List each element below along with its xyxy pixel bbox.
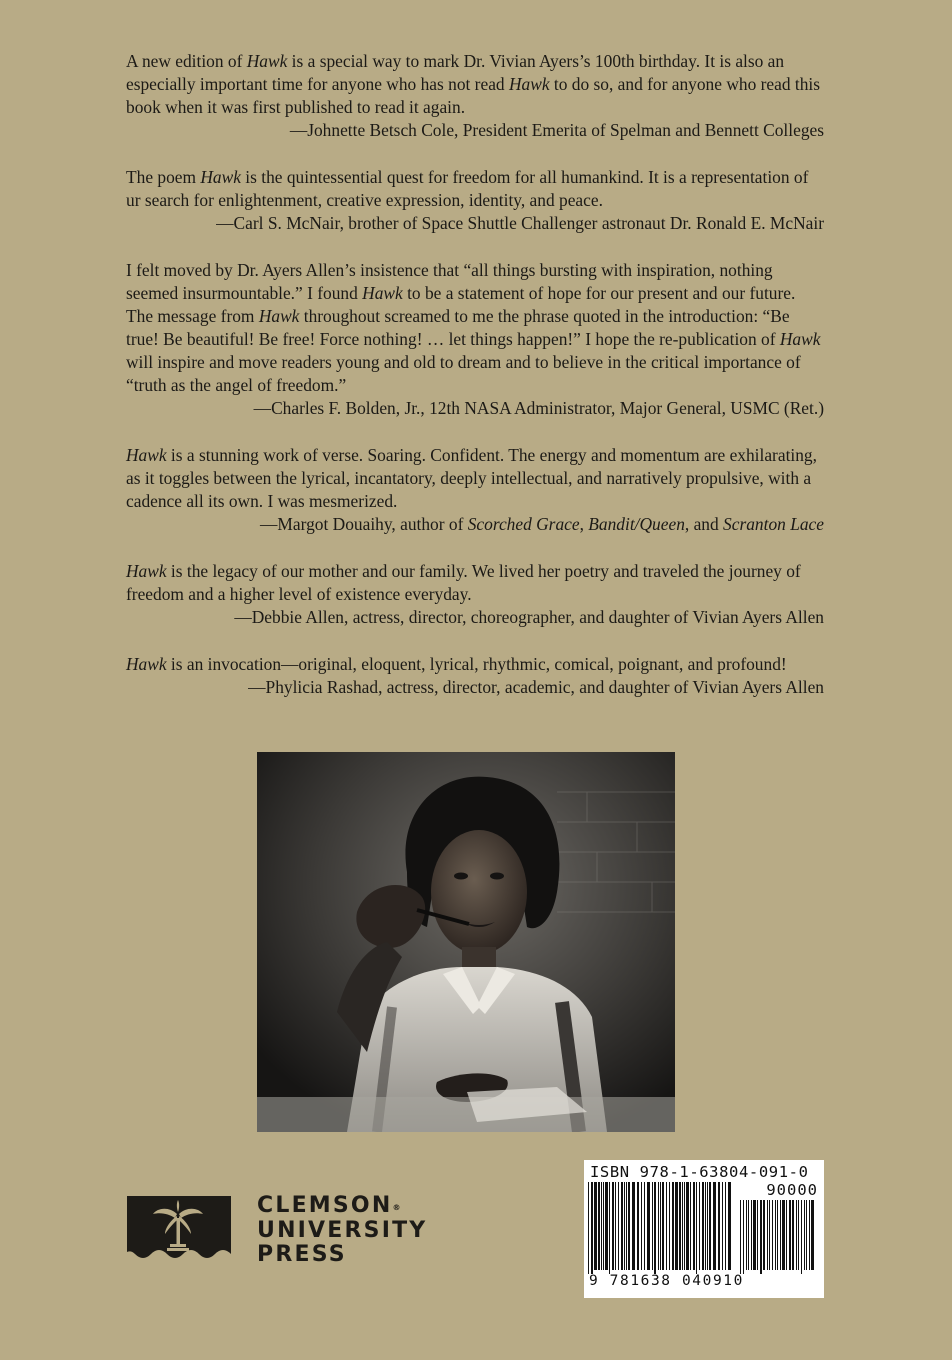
barcode-bar [777, 1200, 778, 1270]
barcode-bar [690, 1182, 691, 1270]
endorsement-attribution: —Carl S. McNair, brother of Space Shuttle Challenger astronaut Dr. Ronald E. McNair [216, 213, 824, 233]
barcode-bar [666, 1182, 667, 1270]
endorsement-mcnair [126, 166, 824, 235]
barcode-bar [693, 1182, 695, 1270]
price-code: 90000 [766, 1181, 818, 1199]
endorsement-douaihy [126, 444, 824, 536]
barcode-bar [707, 1182, 708, 1270]
barcode-bar [675, 1182, 678, 1270]
barcode-bar [672, 1182, 674, 1270]
endorsement-attribution: —Johnette Betsch Cole, President Emerita of Spelman and Bennett Colleges [289, 120, 824, 140]
barcode-bar [686, 1182, 689, 1270]
barcode-bar [713, 1182, 716, 1270]
endorsement-bolden [126, 259, 824, 420]
barcode-bar [786, 1200, 787, 1270]
barcode-bar [769, 1200, 770, 1270]
barcode-bar [809, 1200, 810, 1270]
barcode-bar [605, 1182, 608, 1270]
barcode-bar [626, 1182, 627, 1270]
barcode-bar [682, 1182, 683, 1270]
barcode-bar [743, 1200, 744, 1274]
barcode-bar [806, 1200, 807, 1270]
endorsement-cole [126, 50, 824, 142]
addon-barcode-bars [740, 1200, 818, 1274]
portrait-illustration [257, 752, 675, 1132]
barcode-bar [621, 1182, 623, 1270]
barcode-bar [705, 1182, 706, 1270]
endorsement-rashad [126, 653, 824, 699]
barcode-bar [658, 1182, 659, 1270]
barcode-bar [615, 1182, 616, 1270]
barcode-bar [628, 1182, 630, 1270]
barcode-bar [757, 1200, 758, 1270]
barcode-bar [591, 1182, 593, 1274]
ean-digits: 9 781638 040910 [589, 1273, 744, 1289]
barcode-bar [699, 1182, 700, 1270]
barcode-bar [767, 1200, 768, 1270]
isbn-barcode [584, 1160, 824, 1298]
barcode-bar [679, 1182, 681, 1270]
barcode-bar [760, 1200, 762, 1274]
endorsement-quote: Hawk is an invocation—original, eloquent, lyrical, rhythmic, comical, poignant, and profound! [126, 654, 787, 674]
barcode-bar [637, 1182, 639, 1270]
barcode-bar [588, 1182, 589, 1274]
barcode-bar [654, 1182, 656, 1274]
barcode-bar [746, 1200, 747, 1270]
barcode-bar [612, 1182, 614, 1270]
barcode-bar [709, 1182, 711, 1270]
barcode-bar [792, 1200, 794, 1270]
publisher-logo [127, 1193, 447, 1267]
endorsement-quote: Hawk is a stunning work of verse. Soaring. Confident. The energy and momentum are exhilarating, as it toggles between the lyrical, incantatory, deeply intellectual, and narratively propulsive, with a cadence all its own. I was mesmerized. [126, 445, 817, 511]
barcode-bar [763, 1200, 765, 1270]
barcode-bar [811, 1200, 814, 1270]
endorsement-quote: I felt moved by Dr. Ayers Allen’s insistence that “all things bursting with inspiration, nothing seemed insurmountable.” I found Hawk to be a statement of hope for our present and our future. The message from Hawk throughout screamed to me the phrase quoted in the introduction: “Be true! Be beautiful! Be free! Force nothing! … let things happen!” I hope the re-publication of Hawk will inspire and move readers young and old to dream and to believe in the critical importance of “truth as the angel of freedom.” [126, 260, 821, 395]
barcode-bar [652, 1182, 653, 1270]
barcode-bar [772, 1200, 773, 1270]
barcode-bar [789, 1200, 791, 1270]
barcode-bar [780, 1200, 781, 1270]
barcode-bar [598, 1182, 600, 1270]
barcode-bar [801, 1200, 802, 1274]
barcode-bar [782, 1200, 785, 1270]
barcode-bar [804, 1200, 805, 1270]
barcode-bar [641, 1182, 642, 1270]
barcode-bar [702, 1182, 704, 1270]
barcode-bar [624, 1182, 625, 1270]
barcode-bar [632, 1182, 635, 1270]
barcode-bar [662, 1182, 664, 1270]
barcode-bar [696, 1182, 697, 1274]
isbn-label: ISBN 978-1-63804-091-0 [590, 1163, 809, 1181]
barcode-bar [775, 1200, 776, 1270]
endorsement-attribution: —Charles F. Bolden, Jr., 12th NASA Administrator, Major General, USMC (Ret.) [253, 398, 824, 418]
endorsement-quote: The poem Hawk is the quintessential quest for freedom for all humankind. It is a representation of ur search for enlightenment, creative expression, identity, and peace. [126, 167, 809, 210]
barcode-bar [669, 1182, 670, 1270]
ean-barcode-bars [588, 1182, 734, 1274]
barcode-bar [618, 1182, 619, 1270]
barcode-bar [796, 1200, 797, 1270]
barcode-bar [660, 1182, 661, 1270]
barcode-bar [725, 1182, 726, 1270]
endorsement-debbie-allen [126, 560, 824, 629]
barcode-bar [718, 1182, 720, 1270]
barcode-bar [644, 1182, 645, 1270]
barcode-bar [601, 1182, 602, 1270]
barcode-bar [647, 1182, 650, 1270]
barcode-bar [684, 1182, 685, 1270]
publisher-name: CLEMSON® UNIVERSITY PRESS [257, 1193, 428, 1267]
endorsement-attribution: —Debbie Allen, actress, director, choreographer, and daughter of Vivian Ayers Allen [234, 607, 824, 627]
endorsement-quote: Hawk is the legacy of our mother and our family. We lived her poetry and traveled the journey of freedom and a higher level of existence everyday. [126, 561, 801, 604]
barcode-bar [753, 1200, 756, 1270]
barcode-bar [798, 1200, 799, 1270]
barcode-bar [728, 1182, 731, 1270]
barcode-bar [609, 1182, 610, 1274]
palm-tree-logo-icon [127, 1196, 231, 1266]
author-portrait-photo [257, 752, 675, 1132]
endorsement-attribution: —Phylicia Rashad, actress, director, academic, and daughter of Vivian Ayers Allen [248, 677, 824, 697]
barcode-bar [748, 1200, 749, 1270]
endorsement-quote: A new edition of Hawk is a special way to mark Dr. Vivian Ayers’s 100th birthday. It is also an especially important time for anyone who has not read Hawk to do so, and for anyone who read this book when it was first published to read it again. [126, 51, 821, 117]
endorsements [126, 50, 824, 723]
endorsement-attribution: —Margot Douaihy, author of Scorched Grace, Bandit/Queen, and Scranton Lace [260, 514, 824, 534]
barcode-bar [603, 1182, 604, 1270]
barcode-bar [594, 1182, 597, 1270]
barcode-bar [751, 1200, 752, 1270]
barcode-bar [740, 1200, 741, 1274]
barcode-bar [722, 1182, 723, 1270]
